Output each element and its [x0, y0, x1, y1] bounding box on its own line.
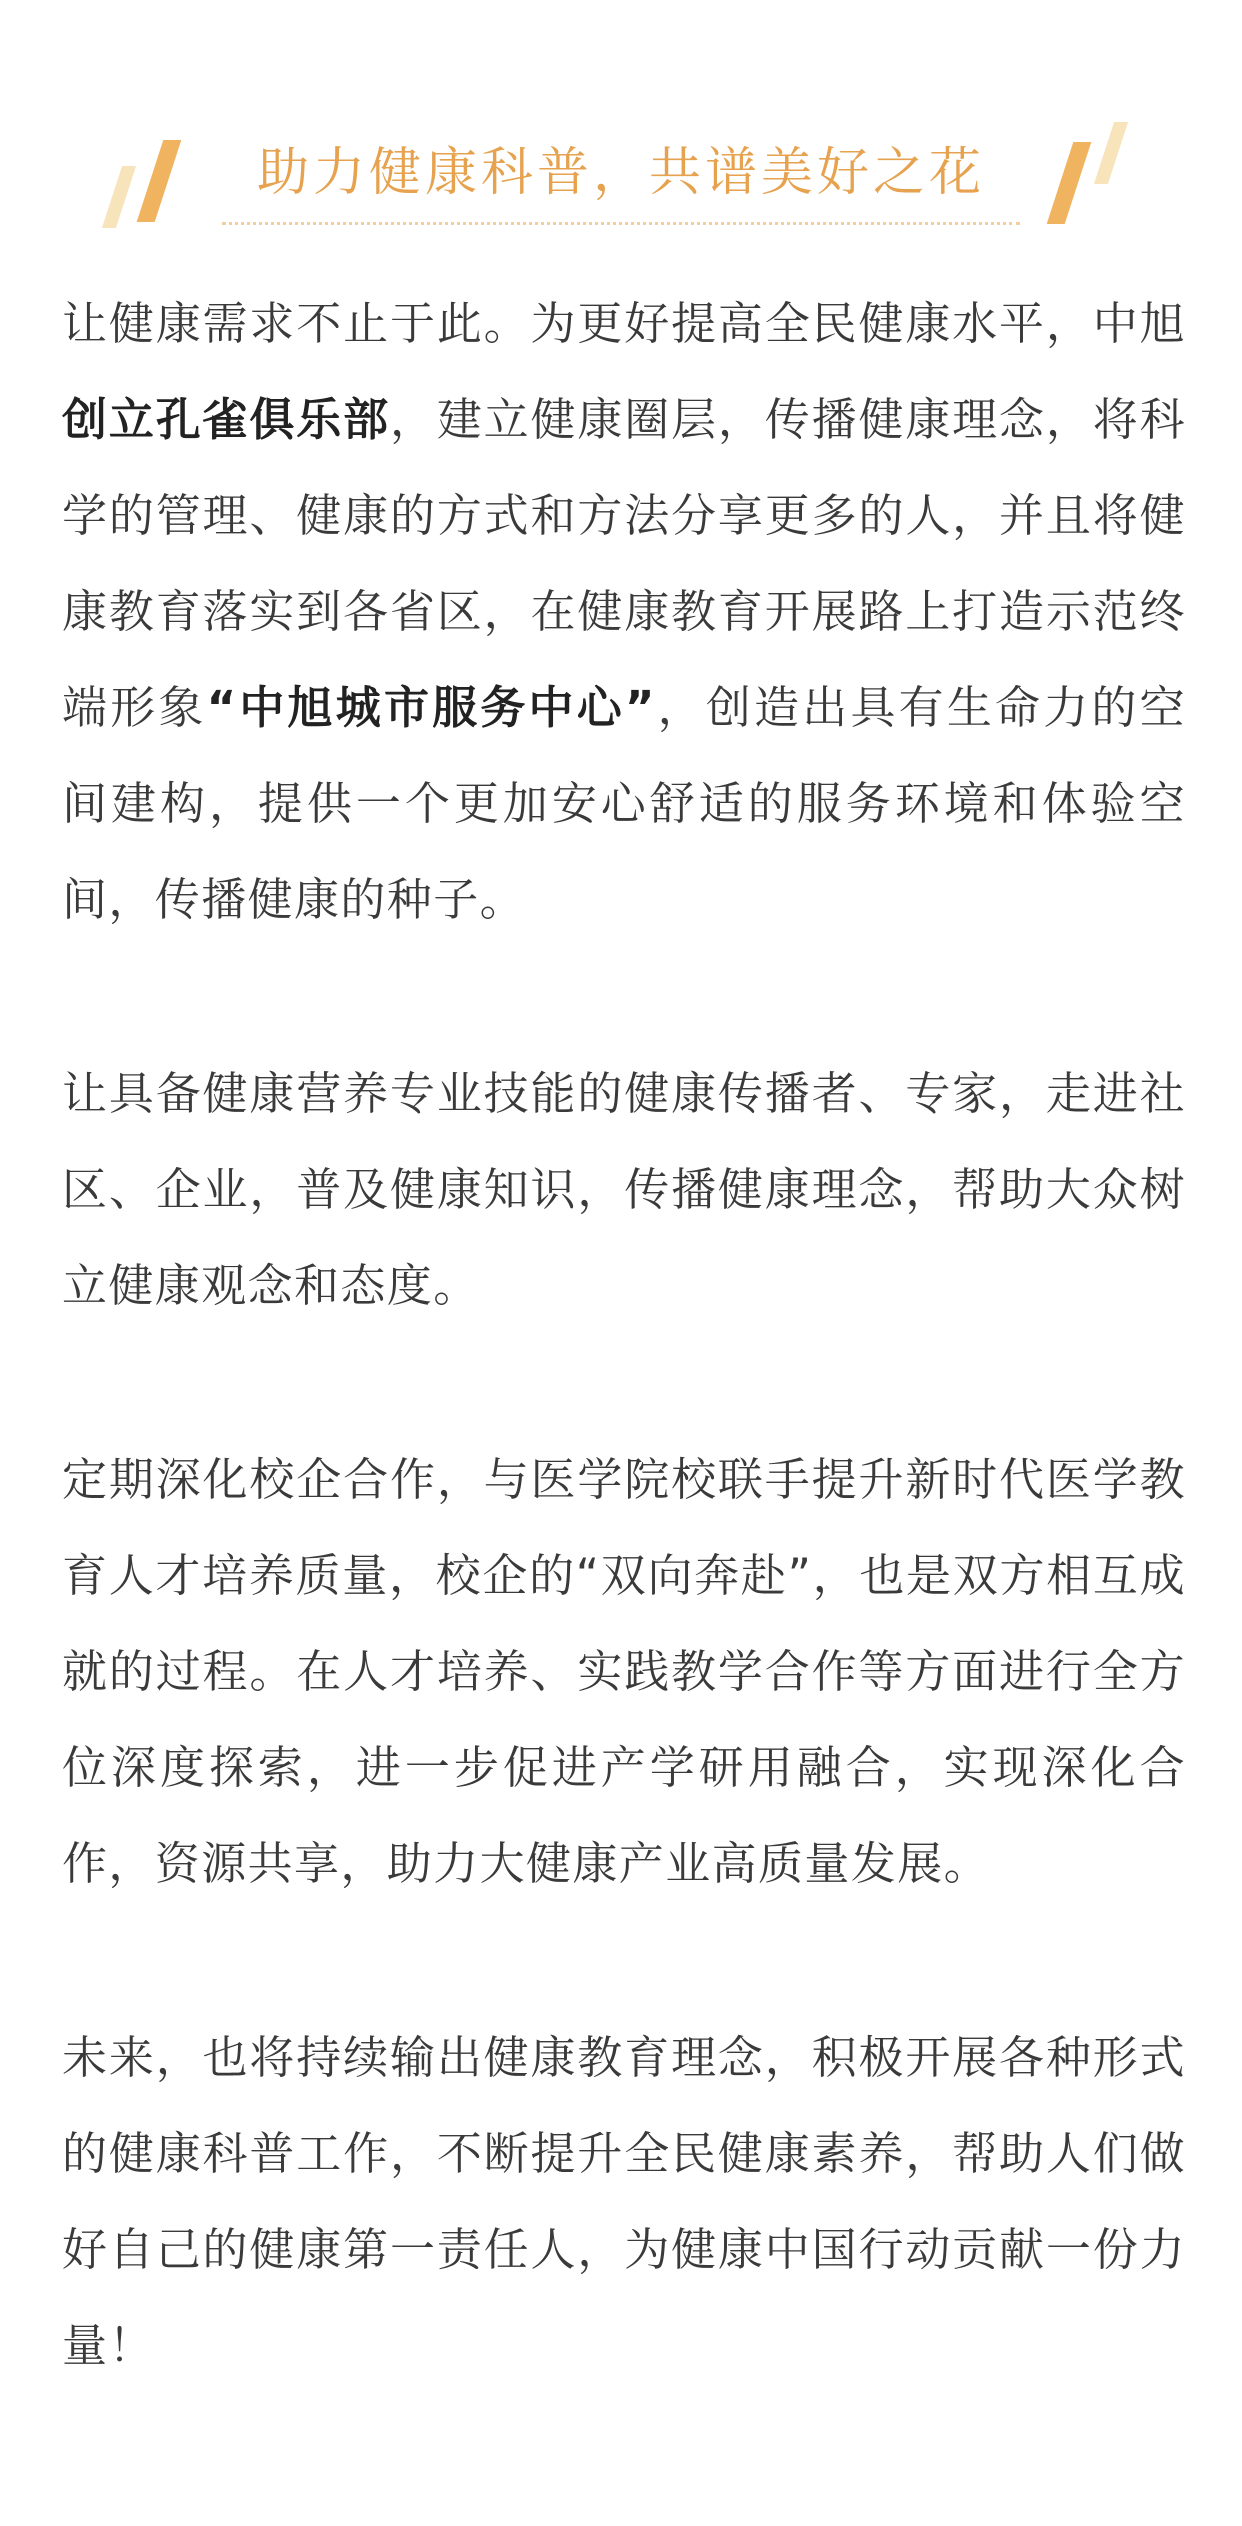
paragraph-text: 定期深化校企合作，与医学院校联手提升新时代医学教育人才培养质量，校企的“双向奔赴”，也是双方相互成就的过程。在人才培养、实践教学合作等方面进行全方位深度探索，进一步促进产学研用融合，实现深化合作，资源共享，助力大健康产业高质量发展。: [62, 1453, 1186, 1890]
highlight-text: 创立孔雀俱乐部: [62, 393, 390, 446]
paragraph-text: 让健康需求不止于此。为更好提高全民健康水平，中旭: [62, 297, 1186, 350]
paragraph-1: [62, 276, 1186, 948]
section-header: [0, 118, 1242, 238]
highlight-text: “中旭城市服务中心”: [206, 681, 656, 734]
paragraph-4: [62, 2010, 1186, 2394]
article-body: [62, 276, 1186, 2492]
paragraph-text: 让具备健康营养专业技能的健康传播者、专家，走进社区、企业，普及健康知识，传播健康理念，帮助大众树立健康观念和态度。: [62, 1067, 1186, 1312]
paragraph-text: 未来，也将持续输出健康教育理念，积极开展各种形式的健康科普工作，不断提升全民健康素养，帮助人们做好自己的健康第一责任人，为健康中国行动贡献一份力量！: [62, 2031, 1186, 2372]
paragraph-text: ，建立健康圈层，传播健康理念，将科学的管理、健康的方式和方法分享更多的人，并且将健康教育落实到各省区，在健康教育开展路上打造示范终端形象: [62, 393, 1186, 734]
paragraph-text: ，创造出具有生命力的空间建构，提供一个更加安心舒适的服务环境和体验空间，传播健康的种子。: [62, 681, 1187, 926]
paragraph-2: [62, 1046, 1186, 1334]
section-title: 助力健康科普，共谱美好之花: [256, 143, 985, 203]
title-dotted-underline: [222, 222, 1020, 225]
paragraph-3: [62, 1432, 1186, 1912]
